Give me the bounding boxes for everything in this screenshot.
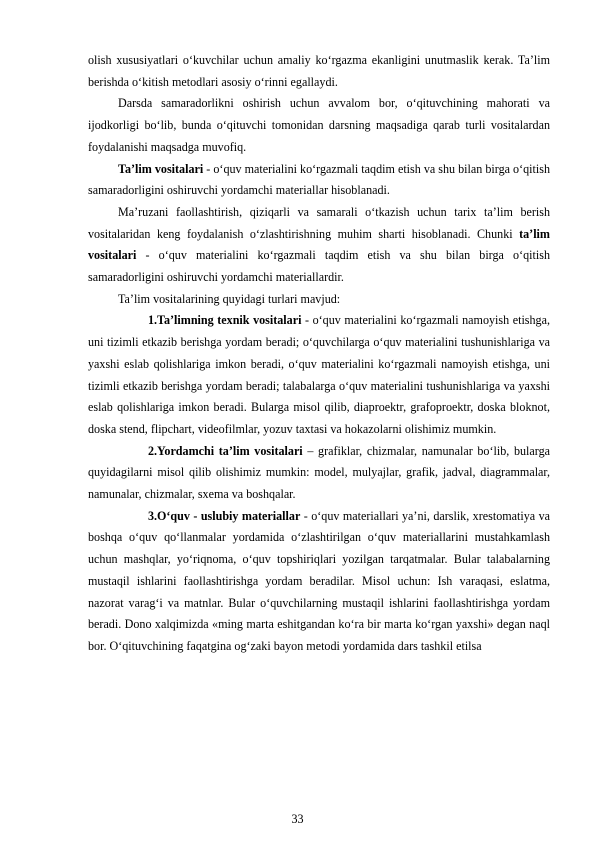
list-number-3: 3. [148,508,158,523]
paragraph-4-lead: Ma’ruzani faollashtirish, qiziqarli va samarali o‘tkazish uchun tarix ta’lim berish vositalaridan keng foydalanish o‘zlashtirishning muhim sharti hisoblanadi. Chunki [88,204,550,241]
list-text-1: - o‘quv materialini ko‘rgazmali namoyish etishga, uni tizimli etkazib berishga yordam beradi; o‘quvchilarga o‘quv materialini tushunishlariga va yaxshi eslab qolishlariga imkon beradi, o‘quv materialini ko‘rgazmali namoyish etishga, uni tizimli etkazib berishga yordam beradi; talabalarga o‘quv materialini tushunishlariga va yaxshi eslab qolishlariga imkon beradi. Bularga misol qilib, diaproektr, grafoproektr, doska bloknot, doska stend, flipchart, videofilmlar, yozuv taxtasi va hokazolarni olishimiz mumkin. [88,313,550,436]
list-text-3: - o‘quv materiallari ya’ni, darslik, xrestomatiya va boshqa o‘quv qo‘llanmalar yordamida o‘zlashtirilgan o‘quv materiallarini mustahkamlash uchun mashqlar, yo‘riqnoma, o‘quv topshiriqlari yozilgan tarqatmalar. Bular talabalarning mustaqil ishlarini faollashtirishga yordam beradilar. Misol uchun: Ish varaqasi, eslatma, nazorat varag‘i va matnlar. Bular o‘quvchilarning mustaqil ishlarini faollashtirishga yordam beradi. Dono xalqimizda «ming marta eshitgandan ko‘ra bir marta ko‘rgan yaxshi» degan naql bor. O‘qituvchining faqatgina og‘zaki bayon metodi yordamida dars tashkil etilsa [88,508,550,653]
paragraph-5-text: Ta’lim vositalarining quyidagi turlari mavjud: [118,291,341,306]
term-talim-vositalari-2: ta’lim vositalari [88,226,550,263]
paragraph-2 [88,93,550,158]
list-text-2: – grafiklar, chizmalar, namunalar bo‘lib, bularga quyidagilarni misol qilib olishimiz mumkin: model, mulyajlar, grafik, jadval, diagrammalar, namunalar, chizmalar, sxema va boshqalar. [88,443,550,502]
list-item-3 [88,506,550,658]
term-talim-vositalari: Ta’lim vositalari [118,161,204,176]
paragraph-3 [88,159,550,202]
paragraph-5 [88,289,550,311]
paragraph-4 [88,202,550,289]
paragraph-1 [88,50,550,93]
list-number-2: 2. [148,443,158,458]
list-item-2 [88,441,550,506]
list-term-2: Yordamchi ta’lim vositalari [157,443,303,458]
list-term-3: O‘quv - uslubiy materiallar [157,508,301,523]
page-number: 33 [291,812,304,826]
list-number-1: 1. [148,313,158,328]
paragraph-4-text: - o‘quv materialini ko‘rgazmali taqdim etish va shu bilan birga o‘qitish samaradorligini oshiruvchi yordamchi materiallardir. [88,248,550,285]
list-term-1: Ta’limning texnik vositalari [157,313,302,328]
paragraph-3-text: - o‘quv materialini ko‘rgazmali taqdim etish va shu bilan birga o‘qitish samaradorligini oshiruvchi yordamchi materiallar hisoblanadi. [88,161,550,198]
list-item-1 [88,310,550,440]
body-text [88,50,550,658]
paragraph-1-text: olish xususiyatlari o‘kuvchilar uchun amaliy ko‘rgazma ekanligini unutmaslik kerak. Ta’lim berishda o‘kitish metodlari asosiy o‘rinni egallaydi. [88,53,550,89]
paragraph-2-text: Darsda samaradorlikni oshirish uchun avvalom bor, o‘qituvchining mahorati va ijodkorligi bo‘lib, bunda o‘qituvchi tomonidan darsning maqsadiga qarab turli vositalardan foydalanishi maqsadga muvofiq. [88,96,550,154]
